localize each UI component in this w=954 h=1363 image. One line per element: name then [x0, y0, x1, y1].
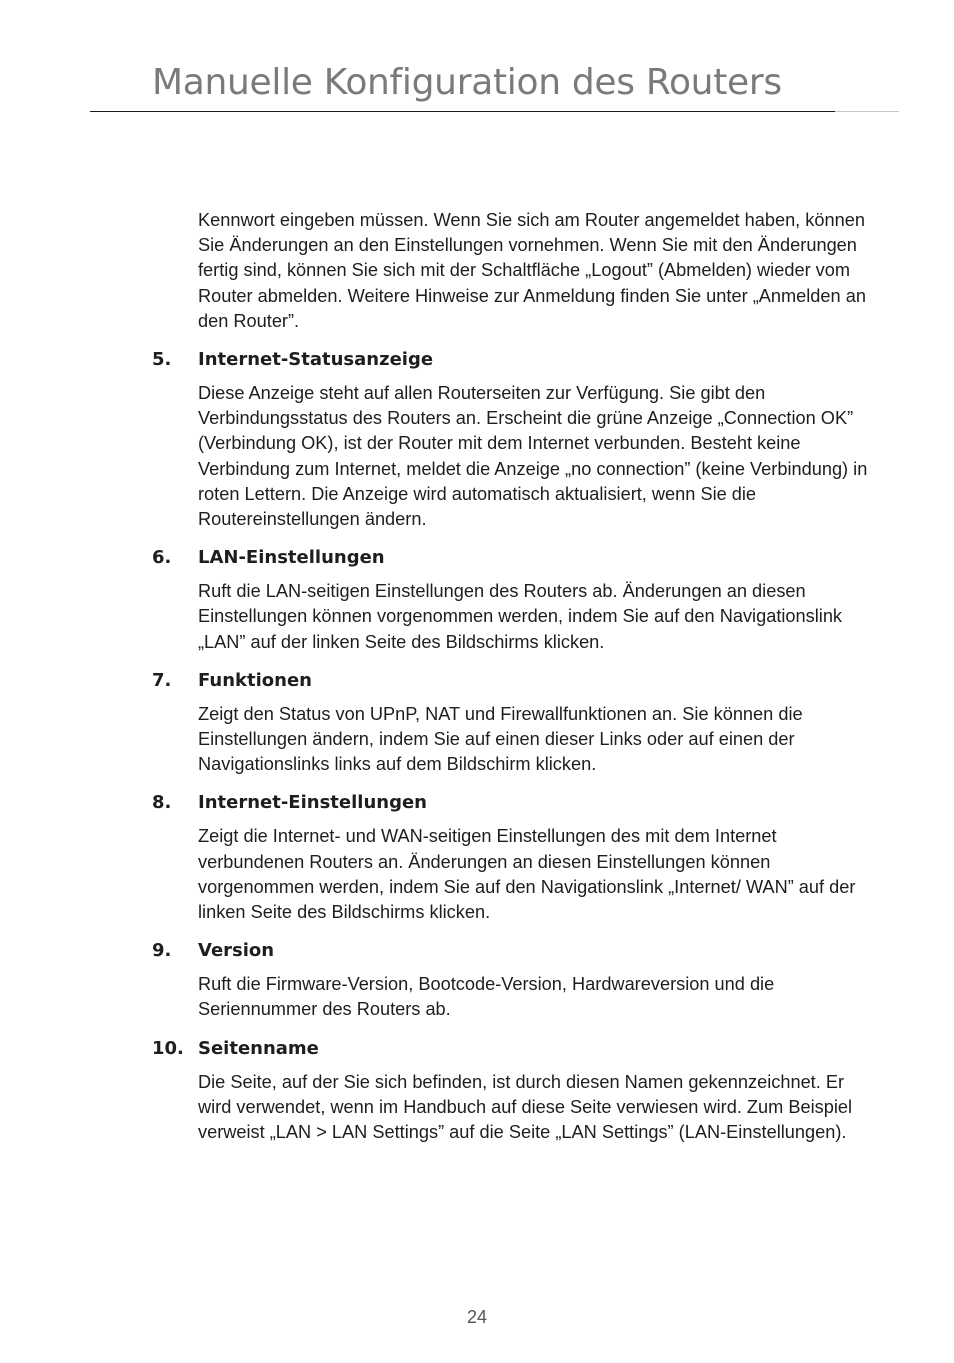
item-title: Internet-Statusanzeige — [198, 349, 434, 371]
item-description: Zeigt die Internet- und WAN-seitigen Einstellungen des mit dem Internet verbundenen Routers an. Änderungen an diesen Einstellungen können vorgenommen werden, indem Sie auf den Navigationslink „Internet/ WAN” auf der linken Seite des Bildschirms klicken. — [198, 826, 856, 923]
item-title: Funktionen — [198, 669, 312, 691]
item-description: Die Seite, auf der Sie sich befinden, ist durch diesen Namen gekennzeichnet. Er wird verwendet, wenn im Handbuch auf diese Seite verwiesen wird. Zum Beispiel verweist „LAN > LAN Settings” auf die Seite „LAN Settings” (LAN-Einstellungen). — [198, 1071, 853, 1143]
item-heading — [152, 348, 872, 372]
item-description: Diese Anzeige steht auf allen Routerseiten zur Verfügung. Sie gibt den Verbindungsstatus des Routers an. Erscheint die grüne Anzeige „Connection OK” (Verbindung OK), ist der Router mit dem Internet verbunden. Besteht keine Verbindung zum Internet, meldet die Anzeige „no connection” (keine Verbindung) in roten Lettern. Die Anzeige wird automatisch aktualisiert, wenn Sie die Routereinstellungen ändern. — [198, 383, 868, 530]
list-item-5 — [152, 348, 872, 532]
item-title: Version — [198, 940, 275, 962]
item-title: LAN-Einstellungen — [198, 547, 385, 569]
header-divider — [90, 111, 835, 112]
intro-paragraph: Kennwort eingeben müssen. Wenn Sie sich am Router angemeldet haben, können Sie Änderungen an den Einstellungen vornehmen. Wenn Sie mit den Änderungen fertig sind, können Sie sich mit der Schaltfläche „Logout” (Abmelden) wieder vom Router abmelden. Weitere Hinweise zur Anmeldung finden Sie unter „Anmelden an den Router”. — [198, 210, 866, 331]
item-description: Ruft die LAN-seitigen Einstellungen des Routers ab. Änderungen an diesen Einstellungen können vorgenommen werden, indem Sie auf den Navigationslink „LAN” auf der linken Seite des Bildschirms klicken. — [198, 581, 843, 652]
item-title: Seitenname — [198, 1037, 319, 1059]
item-heading — [152, 546, 872, 570]
item-number: 8. — [152, 792, 172, 814]
item-title: Internet-Einstellungen — [198, 792, 427, 814]
list-item-10 — [152, 1037, 872, 1146]
list-item-7 — [152, 669, 872, 778]
item-description: Ruft die Firmware-Version, Bootcode-Version, Hardwareversion und die Seriennummer des Routers ab. — [198, 974, 775, 1020]
list-item-8 — [152, 791, 872, 925]
item-number: 5. — [152, 349, 172, 371]
header-divider-extension — [835, 111, 899, 112]
page-title: Manuelle Konfiguration des Routers — [152, 62, 782, 103]
item-number: 10. — [152, 1037, 184, 1059]
item-description: Zeigt den Status von UPnP, NAT und Firewallfunktionen an. Sie können die Einstellungen ändern, indem Sie auf einen dieser Links oder auf einen der Navigationslinks links auf dem Bildschirm klicken. — [198, 703, 803, 775]
item-number: 7. — [152, 669, 172, 691]
main-content — [152, 208, 872, 1145]
list-item-9 — [152, 939, 872, 1022]
item-heading — [152, 939, 872, 963]
list-item-6 — [152, 546, 872, 655]
item-number: 9. — [152, 940, 172, 962]
item-heading — [152, 791, 872, 815]
item-number: 6. — [152, 547, 172, 569]
item-heading — [152, 669, 872, 693]
page-number: 24 — [466, 1307, 488, 1327]
item-heading — [152, 1037, 872, 1061]
